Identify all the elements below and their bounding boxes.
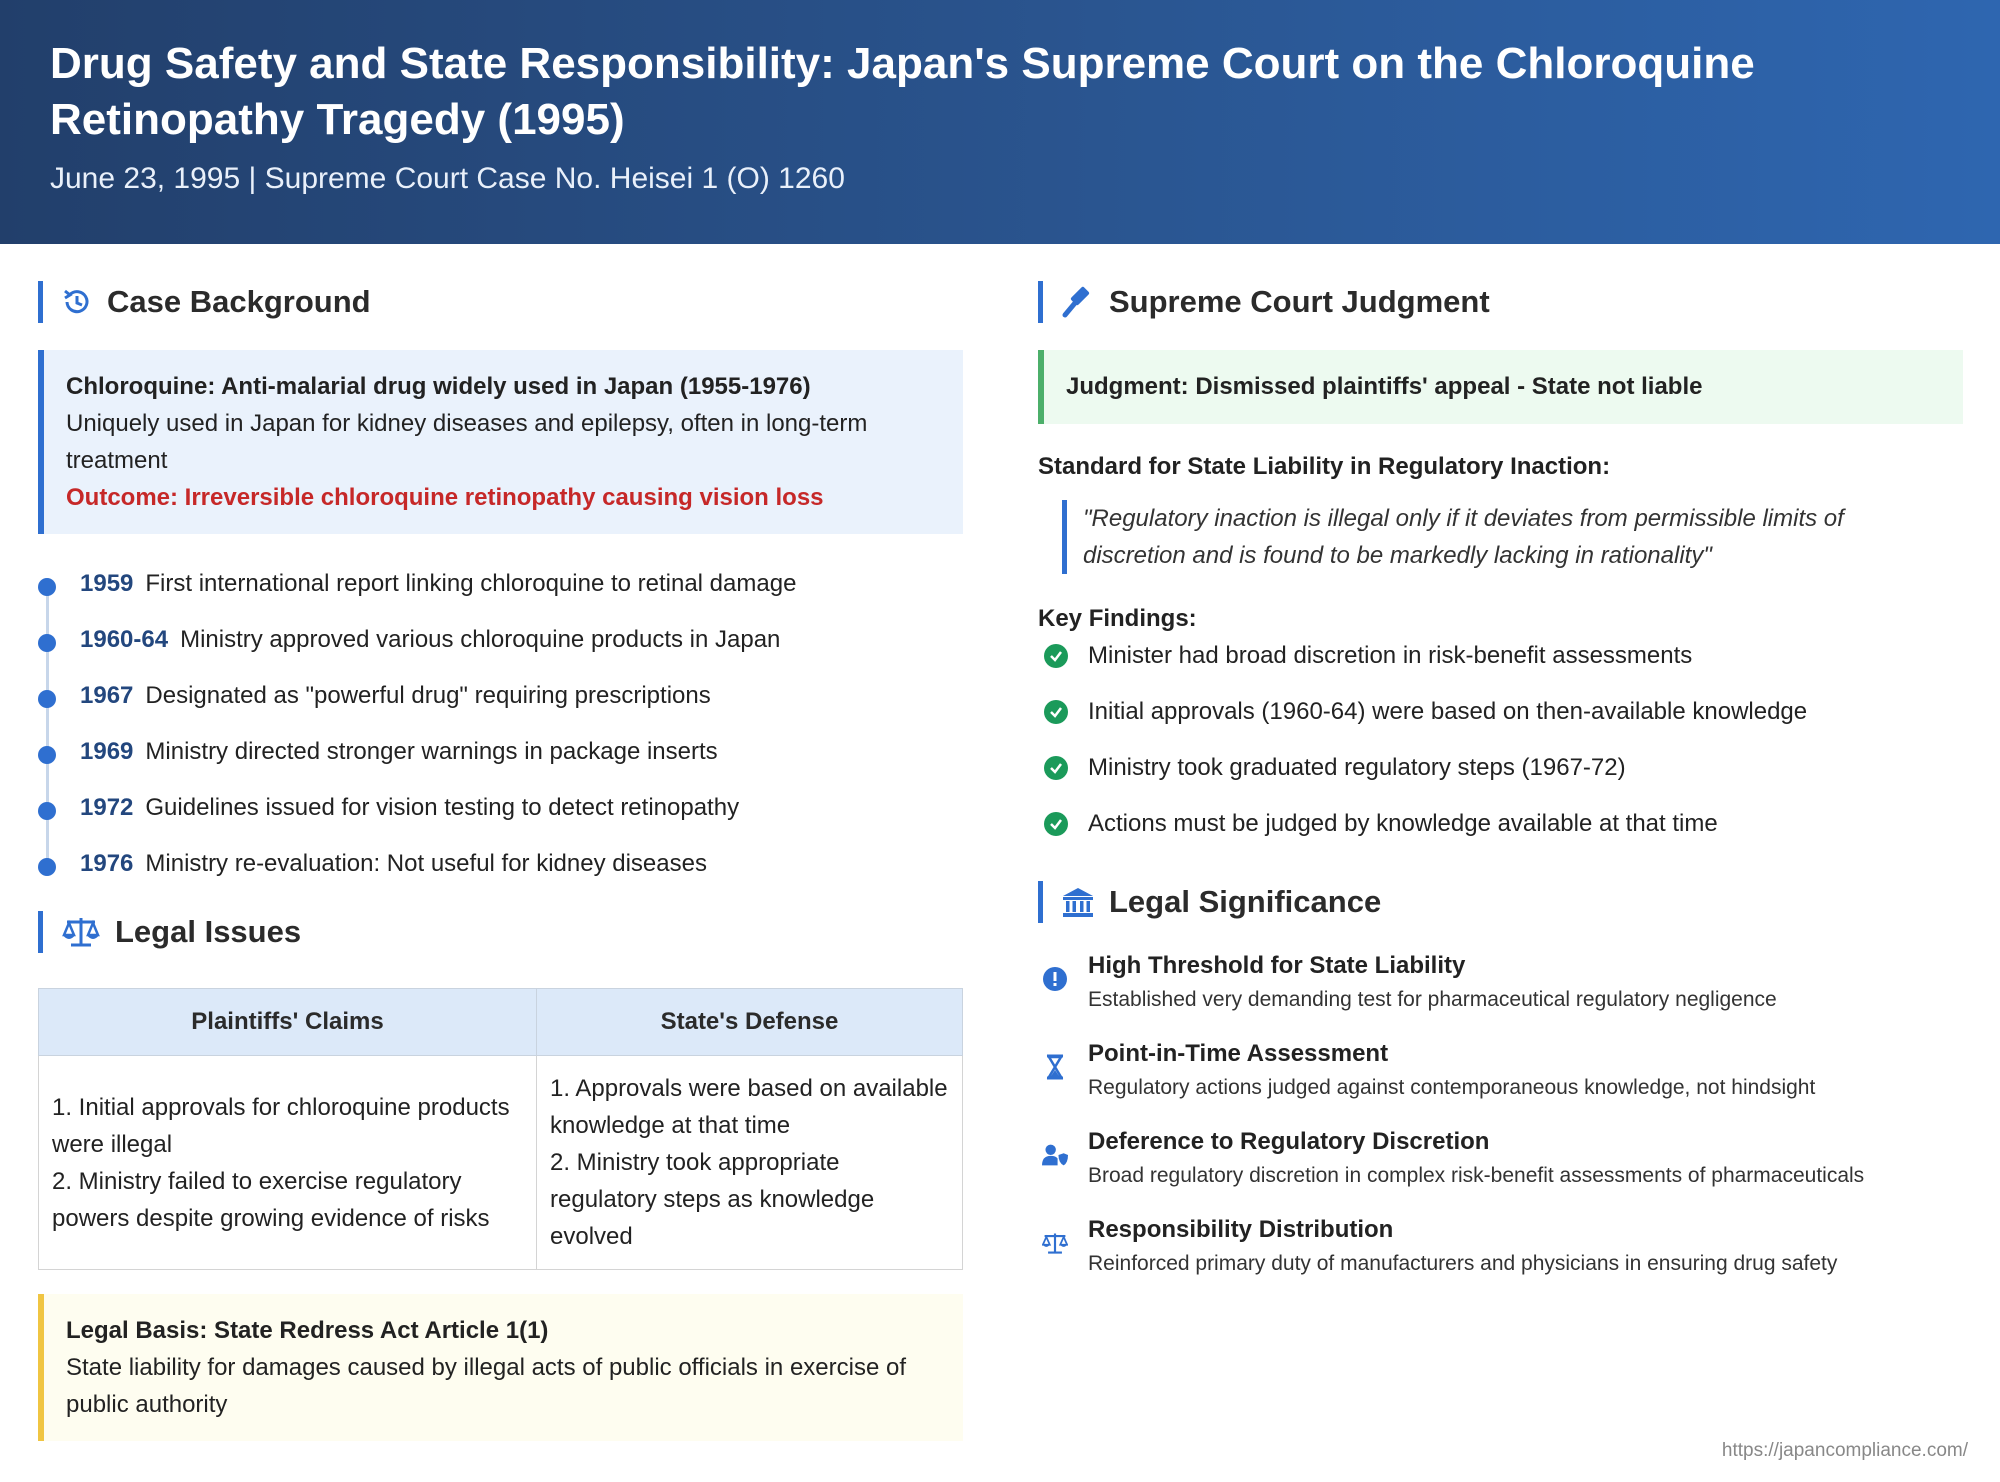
timeline-item: 1972 Guidelines issued for vision testing to detect retinopathy: [38, 788, 739, 828]
page-title: Drug Safety and State Responsibility: Japan's Supreme Court on the Chloroquine Retinopathy Tragedy (1995): [50, 39, 1755, 144]
timeline-dot: [38, 802, 56, 820]
legal-basis-text: State liability for damages caused by illegal acts of public officials in exercise of public authority: [66, 1354, 906, 1418]
judgment-heading: Supreme Court Judgment: [1038, 281, 1490, 323]
scales-icon: [61, 915, 101, 949]
footer-url[interactable]: https://japancompliance.com/: [1721, 1440, 1968, 1461]
history-icon: [61, 286, 93, 318]
timeline-item: 1959 First international report linking chloroquine to retinal damage: [38, 564, 796, 604]
check-icon: [1044, 756, 1068, 780]
finding-item: Ministry took graduated regulatory steps (1967-72): [1044, 748, 1626, 788]
timeline-item: 1976 Ministry re-evaluation: Not useful for kidney diseases: [38, 844, 707, 884]
drug-info-box: [38, 350, 963, 534]
timeline-item: 1969 Ministry directed stronger warnings in package inserts: [38, 732, 718, 772]
drug-info-heading: Chloroquine: Anti-malarial drug widely used in Japan (1955-1976): [66, 373, 811, 400]
column-header-plaintiffs: Plaintiffs' Claims: [39, 989, 537, 1056]
drug-outcome: Outcome: Irreversible chloroquine retinopathy causing vision loss: [66, 484, 824, 511]
timeline-item: 1967 Designated as "powerful drug" requiring prescriptions: [38, 676, 711, 716]
gavel-icon: [1061, 285, 1095, 319]
timeline-dot: [38, 578, 56, 596]
check-icon: [1044, 644, 1068, 668]
timeline-dot: [38, 858, 56, 876]
standard-quote: "Regulatory inaction is illegal only if it deviates from permissible limits of discretion and is found to be markedly lacking in rationality": [1062, 500, 1923, 574]
timeline-dot: [38, 690, 56, 708]
finding-item: Initial approvals (1960-64) were based on then-available knowledge: [1044, 692, 1807, 732]
timeline-dot: [38, 634, 56, 652]
check-icon: [1044, 812, 1068, 836]
hourglass-icon: [1042, 1054, 1068, 1080]
legal-significance-heading: Legal Significance: [1038, 881, 1381, 923]
check-icon: [1044, 700, 1068, 724]
judgment-result: Judgment: Dismissed plaintiffs' appeal - State not liable: [1038, 350, 1963, 424]
case-background-heading: Case Background: [38, 281, 371, 323]
findings-label: Key Findings:: [1038, 605, 1197, 632]
legal-basis-heading: Legal Basis: State Redress Act Article 1(1): [66, 1317, 549, 1344]
timeline-item: 1960-64 Ministry approved various chloroquine products in Japan: [38, 620, 780, 660]
legal-issues-heading: Legal Issues: [38, 911, 301, 953]
column-header-state: State's Defense: [537, 989, 963, 1056]
page-subtitle: June 23, 1995 | Supreme Court Case No. Heisei 1 (O) 1260: [50, 162, 845, 195]
finding-item: Minister had broad discretion in risk-benefit assessments: [1044, 636, 1692, 676]
standard-label: Standard for State Liability in Regulatory Inaction:: [1038, 453, 1611, 480]
drug-info-text: Uniquely used in Japan for kidney diseases and epilepsy, often in long-term treatment: [66, 410, 868, 474]
balance-icon: [1042, 1230, 1068, 1256]
landmark-icon: [1061, 886, 1095, 918]
plaintiffs-claims-cell: 1. Initial approvals for chloroquine products were illegal 2. Ministry failed to exercise regulatory powers despite growing evidence of risks: [39, 1056, 537, 1270]
user-shield-icon: [1042, 1142, 1068, 1168]
legal-basis-box: [38, 1294, 963, 1441]
exclamation-icon: [1042, 966, 1068, 992]
page-header: [0, 0, 2000, 244]
finding-item: Actions must be judged by knowledge available at that time: [1044, 804, 1718, 844]
state-defense-cell: 1. Approvals were based on available knowledge at that time 2. Ministry took appropriate regulatory steps as knowledge evolved: [537, 1056, 963, 1270]
legal-issues-table: [38, 988, 963, 1270]
timeline-dot: [38, 746, 56, 764]
